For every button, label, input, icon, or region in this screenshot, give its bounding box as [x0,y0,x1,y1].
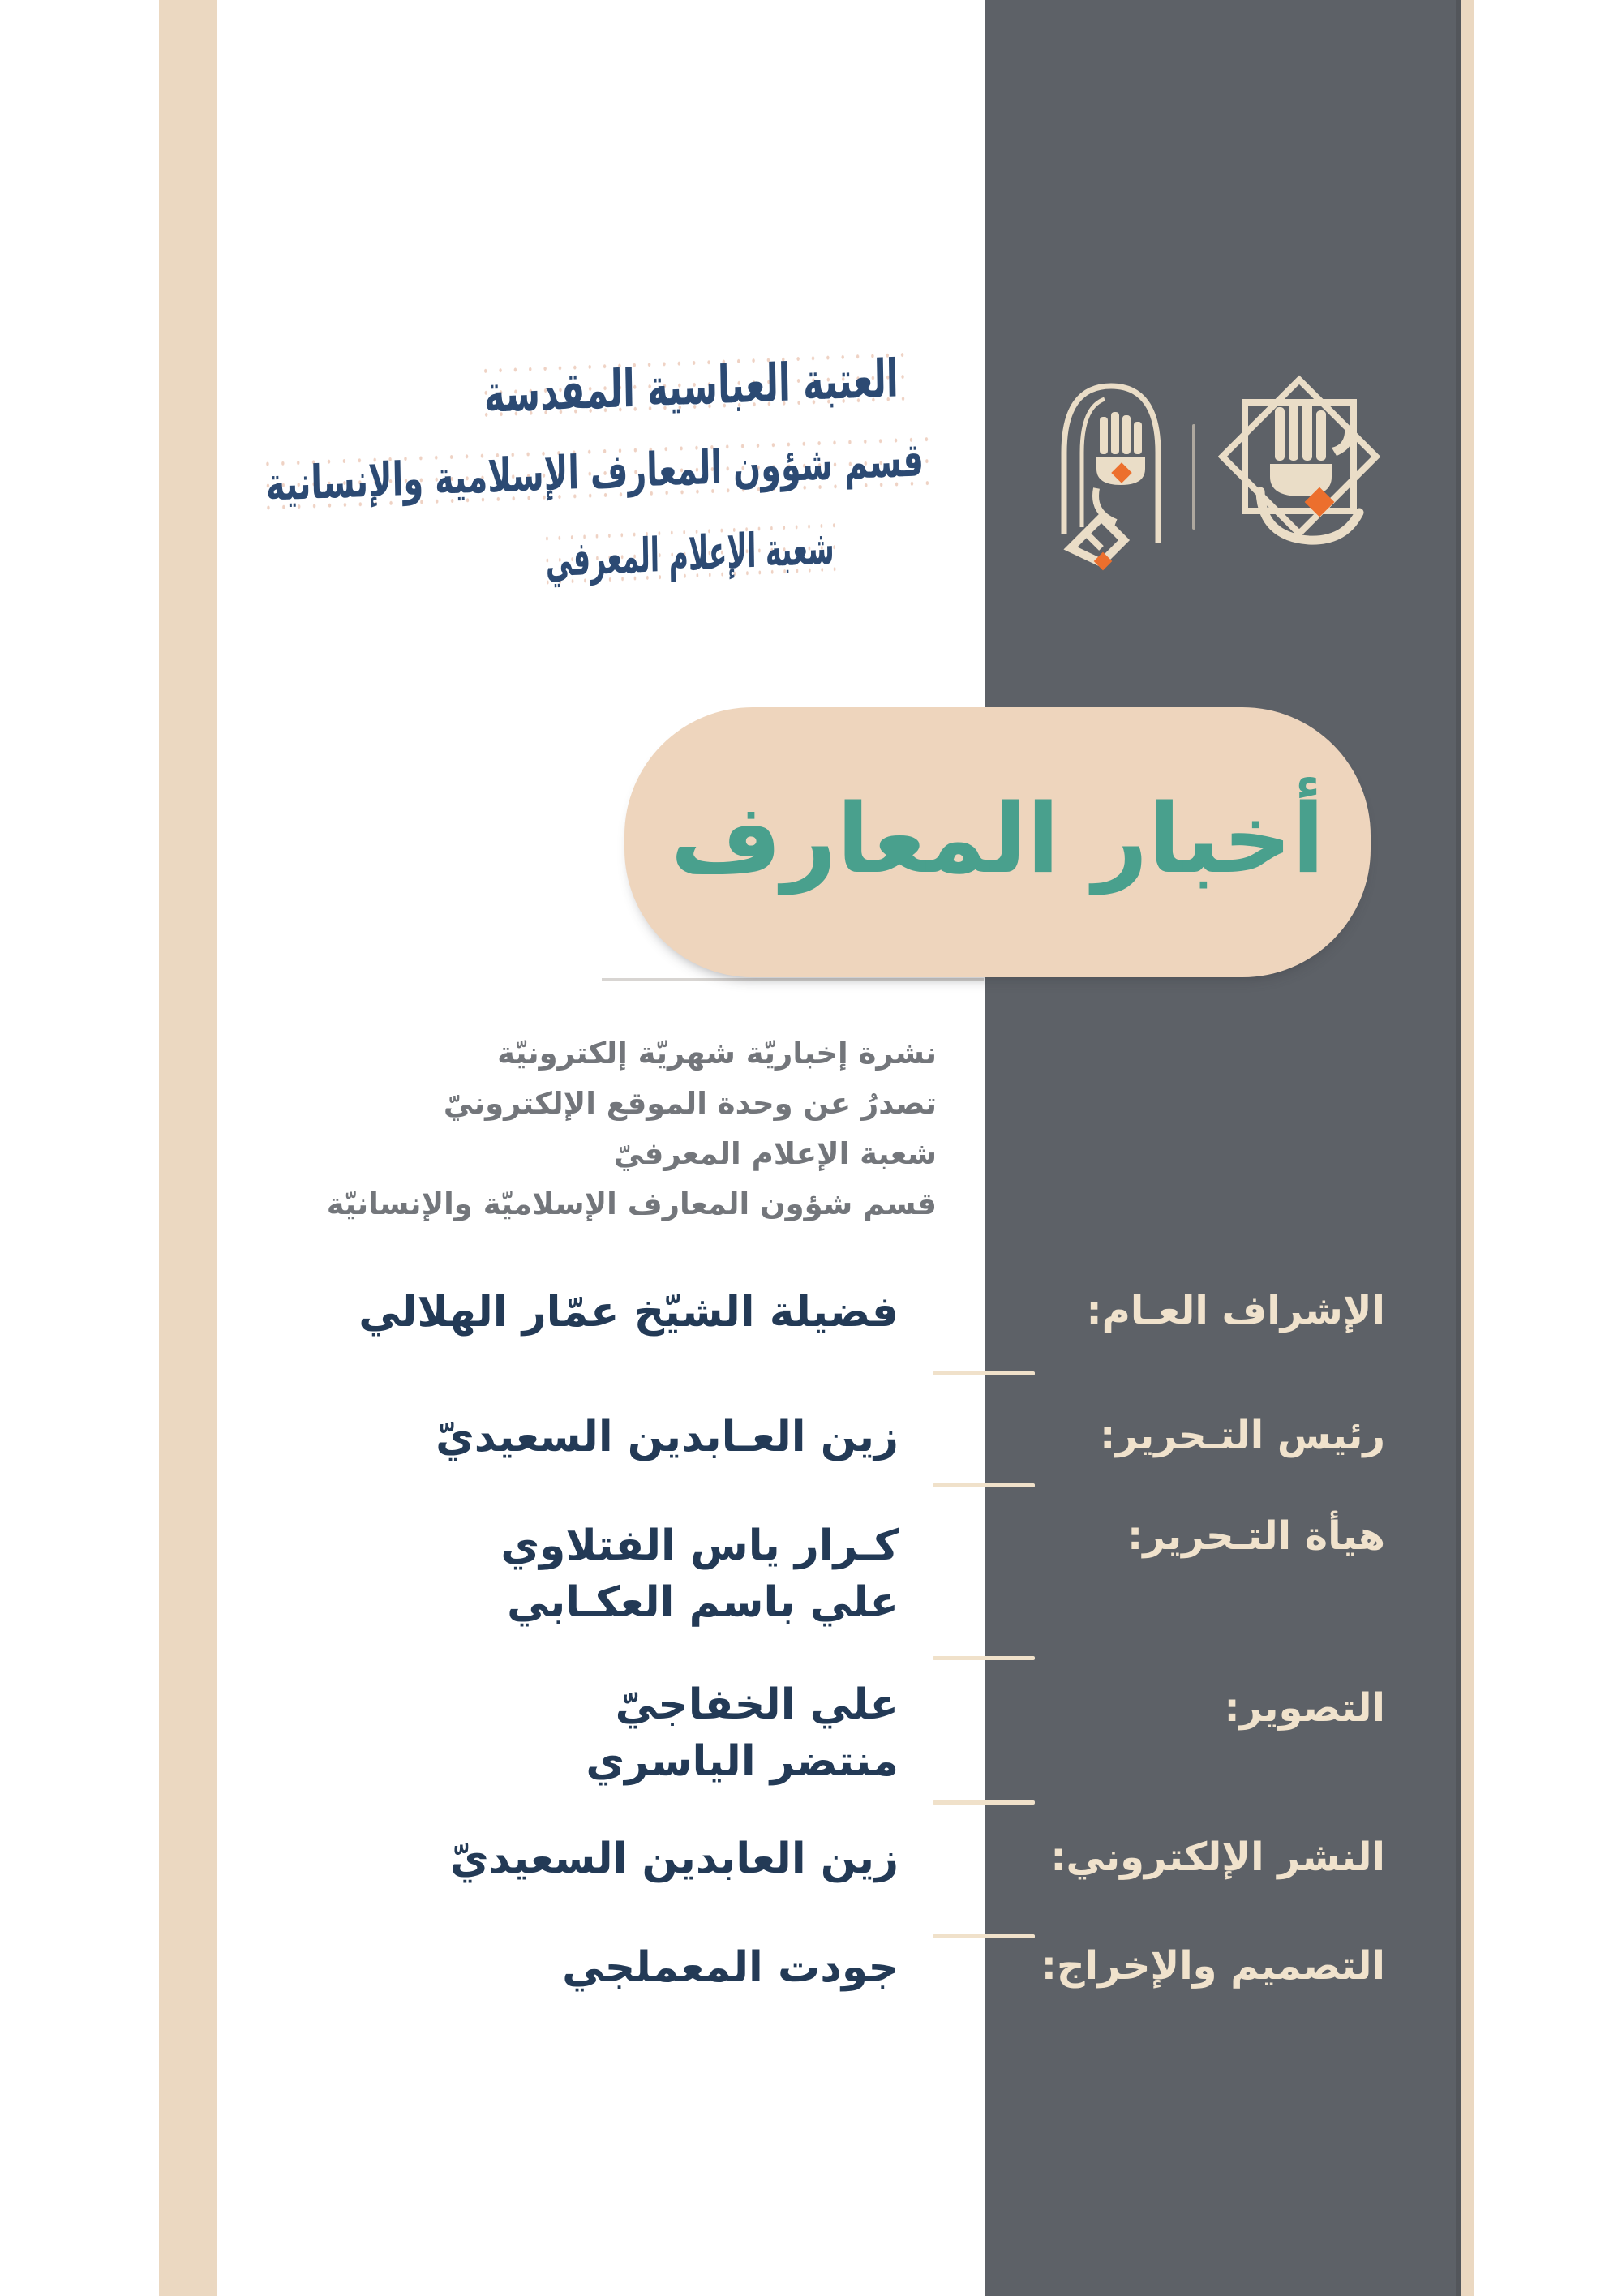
issue-description [327,1028,937,1230]
credit-role-design: التصميم والإخراج: [1041,1943,1385,1989]
row-divider [933,1934,1035,1938]
description-line-4: قسم شؤون المعارف الإسلاميّة والإنسانيّة [326,1187,937,1221]
credit-name: فضيلة الشيّخ عمّار الهلالي [358,1288,899,1337]
right-accent-stripe [1461,0,1474,2296]
magazine-title: أخبار المعارف [670,782,1325,895]
description-line-2: تصدرُ عن وحدة الموقع الإلكترونيّ [443,1086,937,1121]
badge-underline [602,978,984,981]
row-divider [933,1656,1035,1660]
credit-name: منتضر الياسري [586,1737,899,1786]
description-line-3: شعبة الإعلام المعرفيّ [613,1136,937,1171]
left-accent-stripe [159,0,217,2296]
credit-role-photography: التصوير: [1224,1685,1385,1731]
credit-name: زين العابدين السعيديّ [449,1835,899,1883]
row-divider [933,1483,1035,1487]
row-divider [933,1800,1035,1805]
credit-name: علي الخفاجيّ [615,1680,899,1729]
description-line-1: نشرة إخباريّة شهريّة إلكترونيّة [497,1036,937,1071]
credit-name: كـرار ياس الفتلاوي [500,1521,899,1570]
credit-name: علي باسم العكـابي [507,1578,899,1627]
calligraphy-line-1: العتبة العباسية المقدسة [478,344,904,430]
credit-role-editorial-board: هيأة التـحرير: [1127,1513,1385,1559]
row-divider [933,1371,1035,1375]
title-badge [624,707,1371,977]
credit-role-supervision: الإشراف العـام: [1086,1288,1385,1333]
credit-name: جودت المعملجي [562,1943,899,1992]
shrine-arch-hand-emblem-icon [1054,375,1168,574]
panel-edge-shadow [1456,0,1461,2296]
credit-role-epublishing: النشر الإلكتروني: [1050,1835,1385,1880]
calligraphy-line-3: شعبة الإعلام المعرفي [540,514,839,593]
shrine-star-hand-emblem-icon [1218,370,1380,576]
calligraphy-line-2: قسم شؤون المعارف الإسلامية والإنسانية [260,428,929,517]
credit-role-editor-in-chief: رئيس التـحرير: [1100,1413,1385,1458]
credit-name: زين العـابدين السعيديّ [436,1413,899,1461]
emblem-divider-line [1192,424,1195,530]
